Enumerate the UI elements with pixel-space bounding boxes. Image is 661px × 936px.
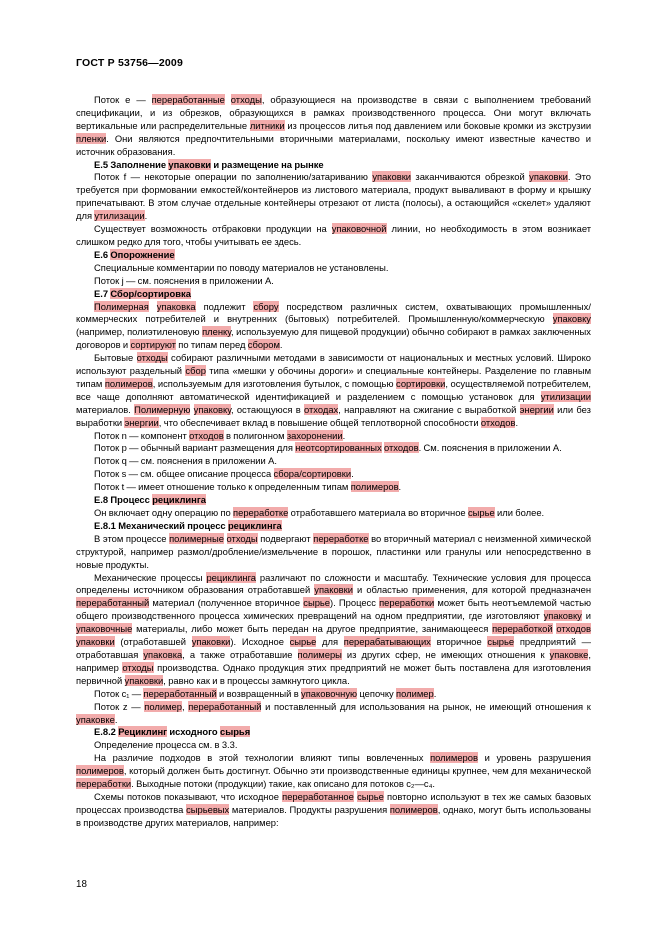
highlighted-word: отходов bbox=[384, 442, 419, 454]
highlighted-word: переработанный bbox=[188, 700, 262, 712]
highlighted-word: энергии bbox=[519, 403, 554, 415]
paragraph: Поток p — обычный вариант размещения для неотсортированных отходов. См. пояснения в приложении А. bbox=[94, 442, 562, 454]
highlighted-word: переработкой bbox=[492, 623, 553, 635]
highlighted-word: Рециклинг bbox=[118, 726, 168, 738]
paragraph: В этом процессе полимерные отходы подвергают переработке во вторичный материал с неизменной химической структурой, например размол/дробление/измельчение в порошок, пластинки или гранулы или непосредственно в новые продукты. bbox=[76, 532, 592, 570]
highlighted-word: отходов bbox=[556, 623, 591, 635]
highlighted-word: упаковку bbox=[552, 313, 591, 325]
highlighted-word: полимерные bbox=[169, 532, 224, 544]
highlighted-word: пленку bbox=[202, 326, 231, 338]
section-heading: Е.5 Заполнение упаковки и размещение на рынке bbox=[94, 158, 324, 170]
highlighted-word: переработке bbox=[313, 532, 369, 544]
highlighted-word: Сбор/сортировка bbox=[110, 287, 191, 299]
paragraph: Бытовые отходы собирают различными методами в зависимости от национальных и местных условий. Широко используют раздельный сбор типа «мешки у обочины дороги» и специальные контейнеры. Разделение по главным типам полимеров, используемым для изготовления бутылок, с помощью сортировки, осуществляемой потребителем, все чаще дополняют автоматической идентификацией и разделением с помощью установок для утилизации материалов. Полимерную упаковку, остающуюся в отходах, направляют на сжигание с выработкой энергии или без выработки энергии, что обеспечивает вклад в повышение общей теплотворной способности отходов. bbox=[76, 352, 592, 428]
paragraph: Полимерная упаковка подлежит сбору посредством различных систем, охватывающих промышленных/коммерческих потребителей и внутренних (бытовых) потребителей. Промышленную/коммерческую упаковку (например, полиэтиленовую пленку, используемую для пищевой продукции) обычно собирают в рамках заключенных договоров и сортируют по типам перед сбором. bbox=[76, 300, 591, 351]
highlighted-word: упаковки bbox=[76, 636, 115, 648]
paragraph: На различие подходов в этой технологии влияют типы вовлеченных полимеров и уровень разрушения полимеров, который должен быть достигнут. Обычно эти производственные единицы крупнее, чем для механической переработки. Выходные потоки (продукции) такие, как описано для потоков c₂—c₄. bbox=[76, 752, 592, 790]
highlighted-word: упаковка bbox=[156, 300, 196, 312]
paragraph: Поток s — см. общее описание процесса сбора/сортировки. bbox=[94, 468, 354, 480]
highlighted-word: Опорожнение bbox=[110, 248, 175, 260]
highlighted-word: отходов bbox=[189, 429, 224, 441]
highlighted-word: сырье bbox=[289, 636, 317, 648]
highlighted-word: литники bbox=[249, 119, 285, 131]
highlighted-word: полимеров bbox=[430, 752, 478, 764]
document-header-standard-number: ГОСТ Р 53756—2009 bbox=[76, 57, 184, 69]
highlighted-word: утилизации bbox=[540, 390, 592, 402]
highlighted-word: упаковки bbox=[191, 636, 231, 648]
highlighted-word: сырье bbox=[357, 790, 384, 802]
paragraph: Поток q — см. пояснения в приложении А. bbox=[94, 455, 277, 467]
highlighted-word: упаковки bbox=[168, 158, 212, 170]
highlighted-word: переработки bbox=[379, 597, 435, 609]
highlighted-word: упаковочную bbox=[301, 687, 358, 699]
highlighted-word: упаковочной bbox=[331, 223, 387, 235]
highlighted-word: рециклинга bbox=[227, 519, 282, 531]
paragraph: Специальные комментарии по поводу материалов не установлены. bbox=[94, 261, 389, 273]
section-heading: Е.8.2 Рециклинг исходного сырья bbox=[94, 726, 251, 738]
highlighted-word: упаковке bbox=[549, 648, 589, 660]
highlighted-word: полимеры bbox=[297, 648, 342, 660]
paragraph: Поток t — имеет отношение только к определенным типам полимеров. bbox=[94, 481, 402, 493]
section-heading: Е.8.1 Механический процесс рециклинга bbox=[94, 519, 282, 531]
highlighted-word: полимеров bbox=[76, 765, 124, 777]
paragraph: Поток z — полимер, переработанный и поставленный для использования на рынок, не имеющий отношения к упаковке. bbox=[76, 700, 591, 725]
highlighted-word: сырье bbox=[467, 507, 495, 518]
paragraph: Поток c₁ — переработанный и возвращенный в упаковочную цепочку полимер. bbox=[94, 687, 437, 699]
highlighted-word: пленки bbox=[76, 132, 107, 144]
highlighted-word: Полимерная bbox=[94, 300, 149, 312]
highlighted-word: полимеров bbox=[389, 803, 438, 815]
paragraph: Он включает одну операцию по переработке отработавшего материала во вторичное сырье или более. bbox=[94, 507, 545, 518]
highlighted-word: переработанный bbox=[143, 687, 217, 699]
highlighted-word: полимер bbox=[396, 687, 434, 699]
highlighted-word: сортировки bbox=[396, 377, 446, 389]
highlighted-word: упаковку bbox=[543, 610, 582, 622]
highlighted-word: энергии bbox=[124, 416, 159, 428]
highlighted-word: неотсортированных bbox=[295, 442, 382, 454]
paragraph: Поток j — см. пояснения в приложении А. bbox=[94, 274, 274, 286]
highlighted-word: перерабатывающих bbox=[343, 636, 431, 648]
highlighted-word: Полимерную bbox=[134, 403, 191, 415]
highlighted-word: отходы bbox=[122, 661, 154, 673]
highlighted-word: упаковки bbox=[124, 674, 164, 686]
highlighted-word: сырье bbox=[487, 636, 515, 648]
highlighted-word: отходы bbox=[226, 532, 258, 544]
paragraph: Поток n — компонент отходов в полигонном захоронении. bbox=[94, 429, 346, 441]
highlighted-word: сбору bbox=[253, 300, 279, 312]
highlighted-word: сырье bbox=[303, 597, 331, 609]
highlighted-word: упаковки bbox=[314, 584, 353, 596]
section-heading: Е.8 Процесс рециклинга bbox=[94, 494, 206, 506]
page-number: 18 bbox=[76, 879, 87, 890]
highlighted-word: отходов bbox=[480, 416, 516, 428]
highlighted-word: упаковочные bbox=[76, 623, 133, 635]
highlighted-word: захоронении bbox=[286, 429, 343, 441]
highlighted-word: рециклинга bbox=[152, 494, 206, 506]
highlighted-word: сбора/сортировки bbox=[273, 468, 352, 480]
section-heading: Е.7 Сбор/сортировка bbox=[94, 287, 191, 299]
paragraph: Механические процессы рециклинга различают по сложности и масштабу. Технические условия для процесса определены источником образования отработавшей упаковки и областью применения, для которой предназначен переработанный материал (полученное вторичное сырье). Процесс переработки может быть неотъемлемой частью общего производственного процесса химических превращений на одном предприятии, где изготовляют упаковку и упаковочные материалы, либо может быть передан на другое предприятие, занимающееся переработкой отходов упаковки (отработавшей упаковки). Исходное сырье для перерабатывающих вторичное сырье предприятий — отработавшая упаковка, а также отработавшие полимеры из других сфер, не имеющих отношения к упаковке, например отходы производства. Однако продукция этих предприятий не может быть поставлена для изготовления первичной упаковки, равно как и в процессы замкнутого цикла. bbox=[76, 571, 592, 686]
paragraph: Схемы потоков показывают, что исходное переработанное сырье повторно используют в тех же самых базовых процессах производства сырьевых материалов. Продукты разрушения полимеров, однако, могут быть использованы в производстве других материалов, например: bbox=[76, 790, 592, 828]
highlighted-word: сбором bbox=[247, 339, 280, 351]
highlighted-word: упаковки bbox=[372, 171, 412, 183]
highlighted-word: сортируют bbox=[130, 339, 176, 351]
highlighted-word: сырья bbox=[219, 726, 251, 738]
highlighted-word: упаковку bbox=[193, 403, 231, 415]
highlighted-word: полимеров bbox=[350, 481, 399, 493]
highlighted-word: переработке bbox=[233, 507, 289, 518]
paragraph: Существует возможность отбраковки продукции на упаковочной линии, но необходимость в этом возникает слишком редко для того, чтобы учитывать ее здесь. bbox=[76, 223, 592, 247]
highlighted-word: сбор bbox=[185, 365, 206, 377]
highlighted-word: сырьевых bbox=[186, 803, 230, 815]
highlighted-word: полимер bbox=[144, 700, 182, 712]
highlighted-word: переработанный bbox=[76, 597, 150, 609]
highlighted-word: рециклинга bbox=[206, 571, 256, 583]
document-body bbox=[76, 94, 591, 830]
highlighted-word: переработанные bbox=[151, 94, 225, 105]
highlighted-word: отходы bbox=[230, 94, 262, 105]
highlighted-word: отходы bbox=[136, 352, 168, 364]
paragraph: Поток e — переработанные отходы, образующиеся на производстве в связи с выполнением требований спецификации, и из обрезков, образующихся в рамках производственного процесса. Они могут включать вертикальные или распределительные литники из процессов литья под давлением или боковые кромки из экструзии пленки. Они являются предпочтительными вторичными материалами, поскольку имеют известные качество и источник образования. bbox=[76, 94, 592, 157]
highlighted-word: утилизации bbox=[94, 210, 145, 222]
highlighted-word: отходах bbox=[303, 403, 339, 415]
highlighted-word: переработанное bbox=[282, 790, 354, 802]
highlighted-word: упаковке bbox=[76, 713, 115, 725]
paragraph: Определение процесса см. в 3.3. bbox=[94, 739, 238, 751]
highlighted-word: переработки bbox=[76, 778, 132, 790]
highlighted-word: упаковка bbox=[143, 648, 183, 660]
highlighted-word: полимеров bbox=[104, 377, 153, 389]
paragraph: Поток f — некоторые операции по заполнению/затариванию упаковки заканчиваются обрезкой упаковки. Это требуется при формовании емкостей/контейнеров из листового материала, продукт вываливают в форму и крышку припечатывают. В этом случае отдельные контейнеры отрезают от листа (полосы), а остающийся «скелет» удаляют для утилизации. bbox=[76, 171, 591, 222]
highlighted-word: упаковки bbox=[529, 171, 568, 183]
section-heading: Е.6 Опорожнение bbox=[94, 248, 175, 260]
